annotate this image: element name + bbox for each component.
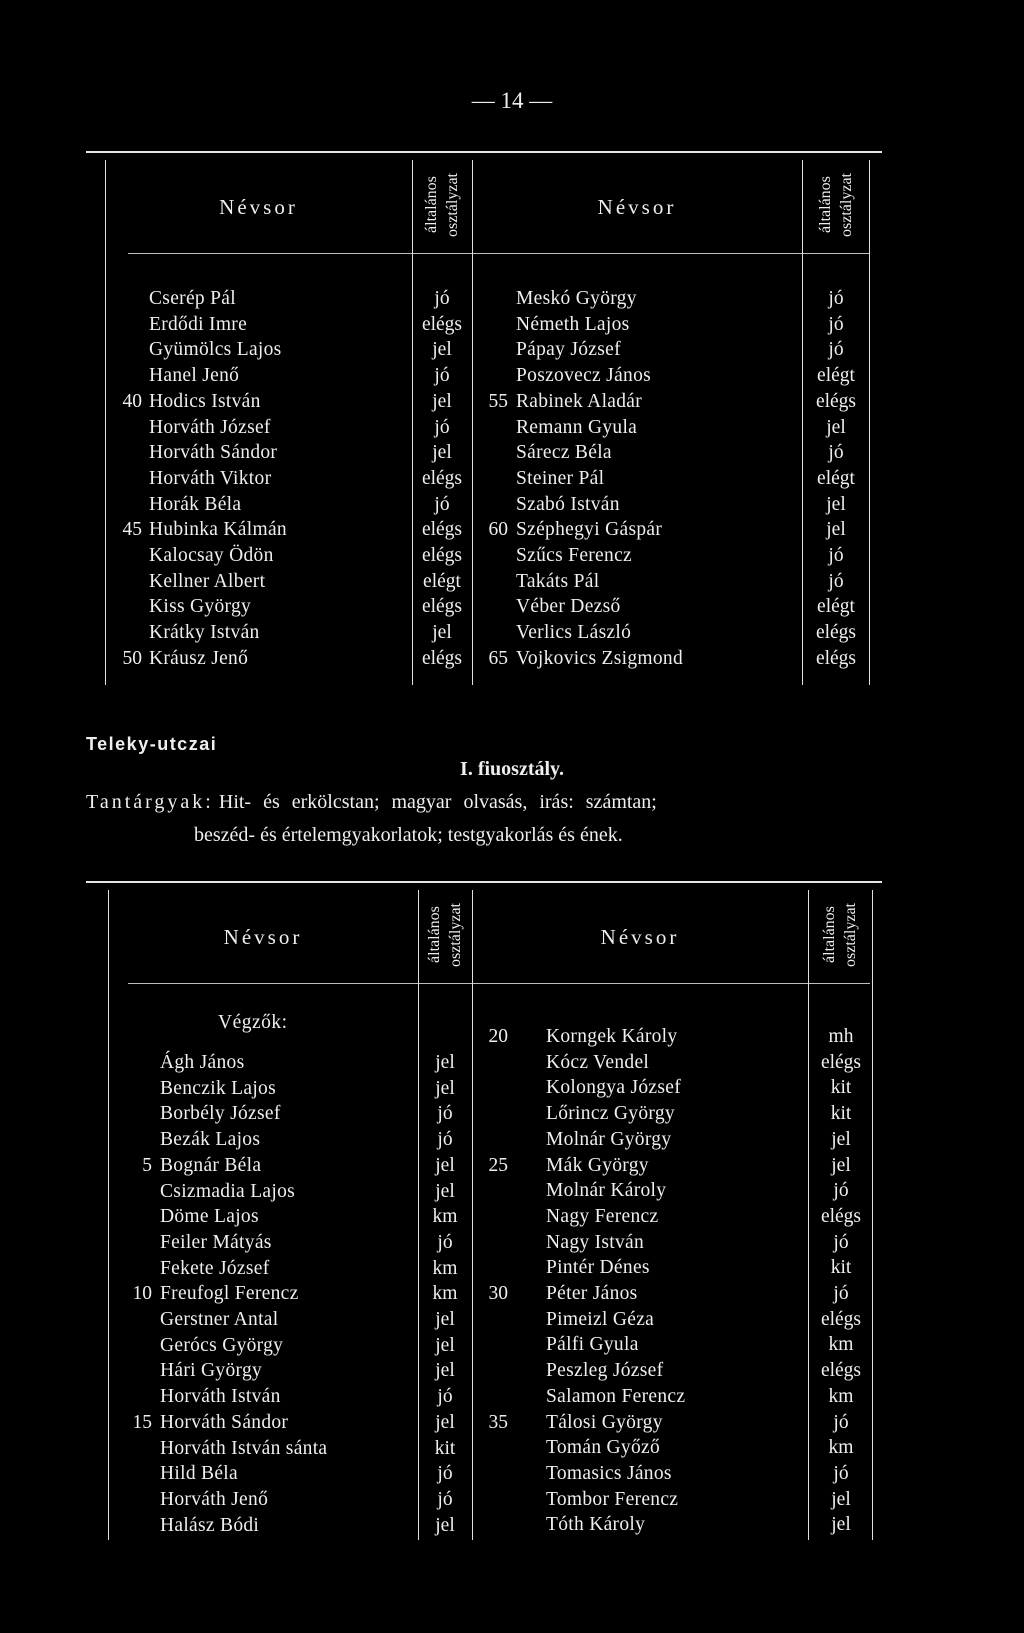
student-name: Tomán Győző <box>546 1437 661 1459</box>
student-grade: km <box>432 1206 458 1228</box>
student-grade: jó <box>828 570 844 592</box>
student-grade: jó <box>833 1462 849 1484</box>
student-grade: jó <box>833 1180 849 1202</box>
student-name: Tombor Ferencz <box>546 1488 679 1510</box>
table-row <box>0 1384 1024 1410</box>
student-name: Széphegyi Gáspár <box>516 519 663 541</box>
table-row <box>0 1332 1024 1358</box>
student-name: Rabinek Aladár <box>516 390 643 412</box>
page-number: — 14 — <box>471 88 553 113</box>
table-row <box>0 1101 1024 1127</box>
student-name: Szűcs Ferencz <box>516 545 632 566</box>
student-grade: jó <box>828 545 844 566</box>
table-row <box>0 1487 1024 1513</box>
student-grade: km <box>828 1334 854 1356</box>
student-grade: jel <box>432 622 452 644</box>
student-grade: jel <box>435 1514 455 1536</box>
student-grade: elégs <box>820 1308 862 1330</box>
student-name: Benczik Lajos <box>160 1077 276 1099</box>
student-grade: jel <box>435 1360 455 1382</box>
school-name: Teleky-utczai <box>86 734 218 754</box>
student-grade: jel <box>826 416 846 438</box>
student-name: Kalocsay Ödön <box>149 545 274 566</box>
student-name: Molnár György <box>546 1128 672 1150</box>
table-row <box>0 646 1024 672</box>
student-name: Horváth Viktor <box>149 467 272 489</box>
student-grade: elégt <box>817 365 855 387</box>
student-grade: elégs <box>421 545 463 566</box>
student-grade: jó <box>437 1231 453 1253</box>
student-name: Tomasics János <box>546 1462 672 1484</box>
row-number: 45 <box>122 519 142 541</box>
student-name: Remann Gyula <box>516 416 638 438</box>
student-name: Steiner Pál <box>516 467 605 489</box>
student-grade: elégt <box>817 596 855 618</box>
name-column-header: Névsor <box>600 925 680 949</box>
student-name: Csizmadia Lajos <box>160 1180 296 1202</box>
student-name: Korngek Károly <box>546 1026 678 1047</box>
table-row <box>0 1050 1024 1076</box>
student-grade: elégs <box>815 647 857 669</box>
student-grade: jó <box>434 493 450 515</box>
student-name: Poszovecz János <box>516 365 652 387</box>
student-name: Horváth István sánta <box>160 1437 328 1459</box>
table-row <box>0 1230 1024 1256</box>
student-name: Cserép Pál <box>149 288 236 309</box>
table-row <box>0 543 1024 569</box>
table-row <box>0 337 1024 363</box>
student-name: Kócz Vendel <box>546 1051 650 1073</box>
student-name: Pimeizl Géza <box>546 1308 655 1330</box>
row-number: 30 <box>488 1283 508 1304</box>
student-grade: jel <box>435 1154 455 1176</box>
student-name: Bognár Béla <box>160 1154 262 1176</box>
student-name: Nagy Ferencz <box>546 1205 659 1227</box>
student-name: Hodics István <box>149 390 261 412</box>
grade-header-line1: általános <box>821 906 838 964</box>
student-name: Kiss György <box>149 596 252 618</box>
table-row <box>0 1127 1024 1153</box>
student-grade: jó <box>828 442 844 464</box>
student-name: Bezák Lajos <box>160 1129 261 1151</box>
student-name: Horváth Sándor <box>149 442 278 464</box>
row-number: 50 <box>122 647 142 669</box>
table-row <box>0 389 1024 415</box>
student-name: Horváth Sándor <box>160 1411 289 1433</box>
student-grade: jó <box>434 416 450 438</box>
student-grade: jel <box>435 1309 455 1330</box>
student-name: Véber Dezső <box>516 596 621 618</box>
table-row <box>0 466 1024 492</box>
student-name: Peszleg József <box>546 1360 664 1382</box>
student-grade: elégt <box>817 467 855 489</box>
student-grade: elégt <box>423 570 461 592</box>
subjects-label: Tantárgyak: <box>86 791 214 813</box>
student-grade: jó <box>437 1463 453 1485</box>
grade-header-line2: osztályzat <box>444 173 461 237</box>
table-row <box>0 1410 1024 1436</box>
row-number: 55 <box>488 390 508 412</box>
student-grade: kit <box>434 1437 456 1459</box>
grade-column-header <box>810 890 870 980</box>
student-name: Horváth István <box>160 1386 281 1408</box>
table-row <box>0 492 1024 518</box>
student-name: Molnár Károly <box>546 1180 667 1202</box>
table-row <box>0 312 1024 338</box>
subjects-text-2: beszéd- és értelemgyakorlatok; testgyakorlás és ének. <box>194 824 623 846</box>
student-name: Pálfi Gyula <box>546 1334 639 1356</box>
student-name: Péter János <box>546 1283 638 1304</box>
row-number: 20 <box>488 1026 508 1047</box>
student-grade: jó <box>828 339 844 361</box>
row-number: 40 <box>122 390 142 412</box>
header-rule <box>128 253 870 254</box>
student-grade: jó <box>833 1231 849 1253</box>
student-name: Tálosi György <box>546 1411 663 1433</box>
table-row <box>0 1204 1024 1230</box>
student-grade: elégs <box>820 1360 862 1382</box>
grade-header-line1: általános <box>423 176 440 234</box>
student-name: Pápay József <box>516 339 621 361</box>
student-grade: elégs <box>815 622 857 644</box>
student-grade: km <box>432 1257 458 1279</box>
student-grade: jel <box>435 1334 455 1356</box>
student-grade: jel <box>826 493 846 515</box>
student-grade: jel <box>831 1128 851 1150</box>
class-title: I. fiuosztály. <box>460 758 564 780</box>
table-row <box>0 1307 1024 1333</box>
student-grade: jó <box>437 1129 453 1151</box>
student-grade: km <box>828 1385 854 1407</box>
table-row <box>0 1461 1024 1487</box>
student-name: Nagy István <box>546 1231 645 1253</box>
student-name: Sárecz Béla <box>516 442 612 464</box>
header-rule <box>128 983 870 984</box>
student-name: Tóth Károly <box>546 1514 646 1536</box>
student-name: Meskó György <box>516 288 637 309</box>
student-grade: jel <box>435 1180 455 1202</box>
row-number: 10 <box>132 1283 152 1305</box>
student-grade: elégs <box>421 467 463 489</box>
student-grade: kit <box>830 1257 852 1279</box>
row-number: 5 <box>142 1154 152 1176</box>
grade-header-line1: általános <box>426 906 443 964</box>
student-grade: jó <box>434 288 450 309</box>
student-name: Pintér Dénes <box>546 1257 650 1279</box>
student-grade: jel <box>435 1052 455 1073</box>
student-grade: jó <box>833 1283 849 1304</box>
student-name: Krátky István <box>149 622 260 644</box>
student-grade: jel <box>435 1411 455 1433</box>
student-grade: elégs <box>820 1051 862 1073</box>
student-name: Hanel Jenő <box>149 365 240 387</box>
student-grade: jel <box>432 390 452 412</box>
subjects-text-1: Hit- és erkölcstan; magyar olvasás, irás: számtan; <box>218 791 657 813</box>
table-row <box>0 517 1024 543</box>
grade-column-header <box>420 890 470 980</box>
table-row <box>0 1178 1024 1204</box>
row-number: 25 <box>488 1154 508 1176</box>
name-column-header: Névsor <box>219 195 298 219</box>
student-grade: elégs <box>421 647 463 669</box>
row-number: 15 <box>132 1411 152 1433</box>
student-grade: jel <box>831 1154 851 1176</box>
row-number: 35 <box>488 1411 508 1433</box>
student-name: Horák Béla <box>149 493 242 515</box>
student-name: Gyümölcs Lajos <box>149 339 282 361</box>
student-name: Erdődi Imre <box>149 313 248 335</box>
row-number: 60 <box>488 519 508 541</box>
student-grade: jel <box>831 1514 851 1536</box>
student-grade: jó <box>833 1411 849 1433</box>
student-name: Hild Béla <box>160 1463 238 1485</box>
student-grade: jel <box>432 442 452 464</box>
table-row <box>0 363 1024 389</box>
table-row <box>0 620 1024 646</box>
table-row <box>0 1512 1024 1538</box>
student-name: Kolongya József <box>546 1077 682 1099</box>
student-name: Kráusz Jenő <box>149 647 249 669</box>
grade-header-line2: osztályzat <box>447 903 464 967</box>
student-grade: jó <box>437 1488 453 1510</box>
table-row <box>0 1435 1024 1461</box>
student-name: Freufogl Ferencz <box>160 1283 299 1305</box>
student-name: Halász Bódi <box>160 1514 260 1536</box>
student-name: Hári György <box>160 1360 263 1382</box>
student-grade: jó <box>437 1103 453 1125</box>
grade-column-header <box>414 160 470 250</box>
table-row <box>0 594 1024 620</box>
student-name: Németh Lajos <box>516 313 630 335</box>
student-name: Borbély József <box>160 1103 281 1125</box>
table-row <box>0 1024 1024 1050</box>
student-grade: km <box>828 1437 854 1459</box>
table-row <box>0 440 1024 466</box>
table-row <box>0 286 1024 312</box>
student-name: Gerstner Antal <box>160 1309 279 1330</box>
student-name: Takáts Pál <box>516 570 600 592</box>
student-name: Vojkovics Zsigmond <box>516 647 684 669</box>
student-name: Gerócs György <box>160 1334 284 1356</box>
student-name: Fekete József <box>160 1257 270 1279</box>
student-grade: mh <box>828 1026 854 1047</box>
student-grade: jel <box>826 519 846 541</box>
student-grade: elégs <box>421 519 463 541</box>
student-grade: jó <box>434 365 450 387</box>
student-grade: jel <box>435 1077 455 1099</box>
student-name: Szabó István <box>516 493 620 515</box>
table-row <box>0 415 1024 441</box>
student-grade: elégs <box>815 390 857 412</box>
student-name: Kellner Albert <box>149 570 266 592</box>
student-grade: jó <box>828 288 844 309</box>
student-name: Hubinka Kálmán <box>149 519 287 541</box>
student-grade: elégs <box>421 313 463 335</box>
student-name: Verlics László <box>516 622 632 644</box>
student-grade: kit <box>830 1103 852 1125</box>
section-label: Végzők: <box>218 1012 288 1033</box>
subjects-line-1 <box>86 789 657 815</box>
student-name: Feiler Mátyás <box>160 1231 272 1253</box>
name-column-header: Névsor <box>597 195 677 219</box>
student-grade: jó <box>437 1386 453 1408</box>
student-name: Lőrincz György <box>546 1103 675 1125</box>
table-row <box>0 1075 1024 1101</box>
student-grade: elégs <box>820 1205 862 1227</box>
student-grade: kit <box>830 1077 852 1099</box>
student-grade: jó <box>828 313 844 335</box>
student-grade: jel <box>831 1488 851 1510</box>
table-top-rule <box>86 881 882 883</box>
grade-column-header <box>804 160 868 250</box>
table-row <box>0 569 1024 595</box>
table-row <box>0 1255 1024 1281</box>
student-name: Mák György <box>546 1154 649 1176</box>
table-top-rule <box>86 151 882 153</box>
table-row <box>0 1153 1024 1179</box>
student-name: Ágh János <box>160 1052 245 1073</box>
grade-header-line2: osztályzat <box>838 173 855 237</box>
name-column-header: Névsor <box>223 925 303 949</box>
student-grade: elégs <box>421 596 463 618</box>
grade-header-line2: osztályzat <box>842 903 859 967</box>
student-name: Salamon Ferencz <box>546 1385 686 1407</box>
table-row <box>0 1281 1024 1307</box>
grade-header-line1: általános <box>817 176 834 234</box>
student-name: Horváth József <box>149 416 271 438</box>
student-name: Horváth Jenő <box>160 1488 269 1510</box>
table-row <box>0 1358 1024 1384</box>
row-number: 65 <box>488 647 508 669</box>
student-grade: jel <box>432 339 452 361</box>
student-name: Döme Lajos <box>160 1206 259 1228</box>
student-grade: km <box>432 1283 458 1305</box>
